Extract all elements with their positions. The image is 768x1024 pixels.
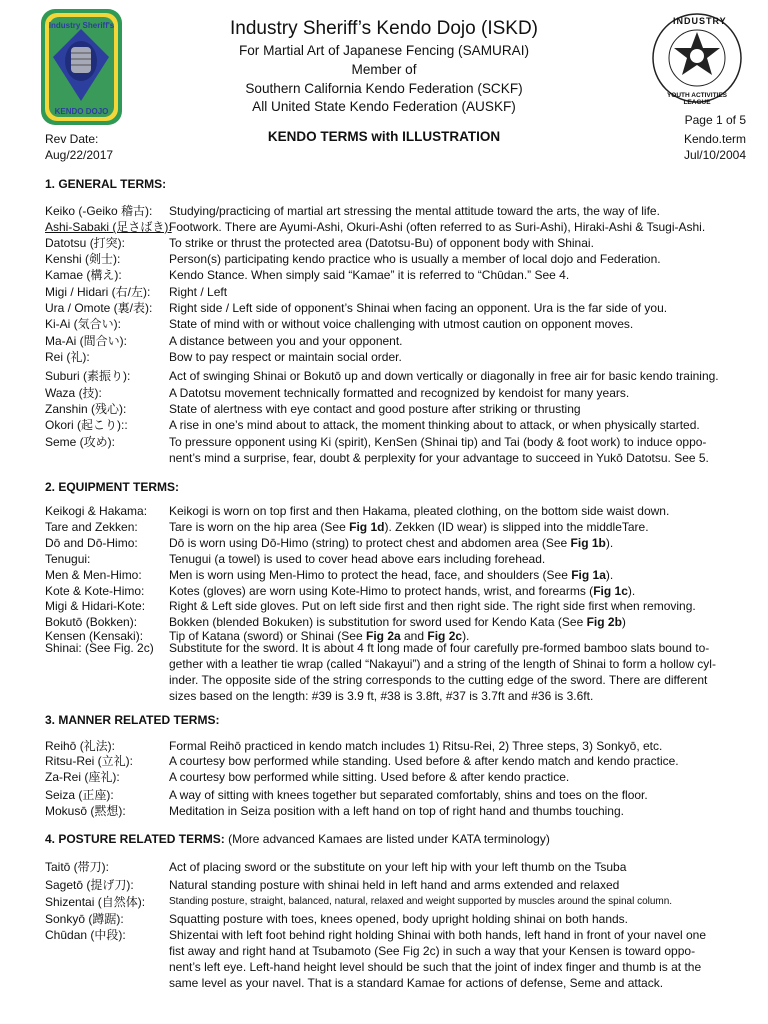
- term-name: Za-Rei (座礼):: [45, 770, 120, 784]
- term-name: Migi & Hidari-Kote:: [45, 599, 146, 613]
- term-definition: Act of swinging Shinai or Bokutō up and down vertically or diagonally in free air for basic kendo training.: [169, 369, 719, 383]
- term-name: Men & Men-Himo:: [45, 568, 142, 582]
- term-definition: Squatting posture with toes, knees opened, body upright holding shinai on both hands.: [169, 912, 628, 926]
- term-definition: Standing posture, straight, balanced, natural, relaxed and weight supported by muscles around the spinal column.: [169, 896, 673, 907]
- term-definition: Tip of Katana (sword) or Shinai (See Fig 2a and Fig 2c).: [169, 629, 470, 643]
- term-name: Kensen (Kensaki):: [45, 629, 144, 643]
- term-definition: Right / Left: [169, 285, 228, 299]
- doc-date: Jul/10/2004: [683, 148, 746, 162]
- term-definition: Meditation in Seiza position with a left hand on top of right hand and thumbs touching.: [169, 804, 624, 818]
- term-name: Sagetō (提げ刀):: [45, 878, 134, 892]
- term-name: Okori (起こり)::: [45, 418, 128, 432]
- term-definition: Person(s) participating kendo practice who is usually a member of local dojo and Federation.: [169, 252, 661, 266]
- term-name: Ura / Omote (裏/表):: [45, 301, 153, 315]
- subtitle-line-4: All United State Kendo Federation (AUSKF): [252, 99, 516, 114]
- term-name: Zanshin (残心):: [45, 402, 127, 416]
- term-name: Ki-Ai (気合い):: [45, 317, 121, 331]
- term-definition: Kotes (gloves) are worn using Kote-Himo to protect hands, wrist, and forearms (Fig 1c).: [169, 584, 636, 598]
- term-name: Dō and Dō-Himo:: [45, 536, 138, 550]
- term-definition: To strike or thrust the protected area (Datotsu-Bu) of opponent body with Shinai.: [169, 236, 594, 250]
- term-name: Suburi (素振り):: [45, 369, 131, 383]
- term-name: Waza (技):: [45, 386, 102, 400]
- term-name: Keiko (-Geiko 稽古):: [45, 204, 153, 218]
- term-name: Taitō (帯刀):: [45, 860, 110, 874]
- term-name: Rei (礼):: [45, 350, 90, 364]
- subtitle-line-1: For Martial Art of Japanese Fencing (SAMURAI): [238, 43, 530, 58]
- term-definition: Shizentai with left foot behind right holding Shinai with both hands, left hand in front of your navel one fist away and right hand at Tsubamoto (See Fig 2c) in such a way that your Kensen is toward oppo- nent’s left eye. Left-hand height level should be such that the joint of index finger and thumb is at the same level as your navel. That is a standard Kamae for actions of defense, Seme and attack.: [169, 928, 707, 990]
- term-definition: Kendo Stance. When simply said “Kamae” it is referred to “Chūdan.” See 4.: [169, 268, 570, 282]
- section-heading-general: 1. GENERAL TERMS:: [45, 177, 167, 191]
- term-name: Seiza (正座):: [45, 788, 114, 802]
- term-definition: A courtesy bow performed while sitting. Used before & after kendo practice.: [169, 770, 570, 784]
- term-name: Shinai: (See Fig. 2c): [45, 641, 154, 655]
- term-name: Datotsu (打突):: [45, 236, 126, 250]
- term-name: Chūdan (中段):: [45, 928, 126, 942]
- term-definition: Studying/practicing of martial art stressing the mental attitude toward the arts, the way of life.: [169, 204, 660, 218]
- term-definition: Tenugui (a towel) is used to cover head above ears including forehead.: [169, 552, 546, 566]
- term-definition: State of mind with or without voice challenging with utmost caution on opponent moves.: [169, 317, 634, 331]
- term-name: Tenugui:: [45, 552, 91, 566]
- term-definition: A courtesy bow performed while standing. Used before & after kendo match and kendo practice.: [169, 754, 679, 768]
- term-name: Shizentai (自然体):: [45, 895, 146, 909]
- seal-bottom-text: YOUTH ACTIVITIES LEAGUE: [666, 92, 728, 106]
- term-name: Keikogi & Hakama:: [45, 504, 148, 518]
- term-definition: Men is worn using Men-Himo to protect the head, face, and shoulders (See Fig 1a).: [169, 568, 614, 582]
- term-definition: Tare is worn on the hip area (See Fig 1d). Zekken (ID wear) is slipped into the middleTare.: [169, 520, 649, 534]
- term-definition: Bokken (blended Bokuken) is substitution for sword used for Kendo Kata (See Fig 2b): [169, 615, 626, 629]
- term-definition: A Datotsu movement technically formatted and recognized by kendoist for many years.: [169, 386, 630, 400]
- term-name: Ma-Ai (間合い):: [45, 334, 127, 348]
- term-definition: Formal Reihō practiced in kendo match includes 1) Ritsu-Rei, 2) Three steps, 3) Sonkyō, etc.: [169, 739, 663, 753]
- term-definition: A distance between you and your opponent.: [169, 334, 403, 348]
- term-name: Seme (攻め):: [45, 435, 116, 449]
- doc-id: Kendo.term: [683, 132, 746, 146]
- term-name: Kenshi (剣士):: [45, 252, 121, 266]
- term-name: Mokusō (黙想):: [45, 804, 126, 818]
- doc-heading: KENDO TERMS with ILLUSTRATION: [267, 129, 501, 144]
- section-heading-manner: 3. MANNER RELATED TERMS:: [45, 713, 220, 727]
- term-definition: Keikogi is worn on top first and then Hakama, pleated clothing, on the bottom side waist down.: [169, 504, 670, 518]
- logo-bottom-text: KENDO DOJO: [54, 107, 109, 116]
- term-definition: Act of placing sword or the substitute on your left hip with your left thumb on the Tsuba: [169, 860, 627, 874]
- term-name: Ashi-Sabaki (足さばき):: [45, 220, 172, 234]
- posture-heading-note: (More advanced Kamaes are listed under KATA terminology): [224, 832, 550, 846]
- term-name: Migi / Hidari (右/左):: [45, 285, 151, 299]
- term-definition: Bow to pay respect or maintain social order.: [169, 350, 402, 364]
- subtitle-line-3: Southern California Kendo Federation (SCKF): [245, 81, 523, 96]
- term-definition: A rise in one’s mind about to attack, the moment thinking about to attack, or when physically started.: [169, 418, 700, 432]
- posture-heading-text: 4. POSTURE RELATED TERMS:: [45, 832, 225, 846]
- term-name: Kamae (構え):: [45, 268, 122, 282]
- term-definition: Natural standing posture with shinai held in left hand and arms extended and relaxed: [169, 878, 620, 892]
- term-definition: Substitute for the sword. It is about 4 ft long made of four carefully pre-formed bamboo slats bound to- gether with a leather tie wrap (called “Nakayui”) and a string of the length of Shinai to form a hollow cyl- inder. The opposite side of the string corresponds to the cutting edge of the sword. There are different sizes based on the length: #39 is 3.9 ft, #38 is 3.8ft, #37 is 3.7ft and #36 is 3.6ft.: [169, 641, 716, 703]
- term-name: Ritsu-Rei (立礼):: [45, 754, 134, 768]
- term-definition: State of alertness with eye contact and good posture after striking or thrusting: [169, 402, 581, 416]
- term-definition: Right & Left side gloves. Put on left side first and then right side. The right side first when removing.: [169, 599, 696, 613]
- term-name: Kote & Kote-Himo:: [45, 584, 145, 598]
- term-name: Reihō (礼法):: [45, 739, 116, 753]
- rev-date: Aug/22/2017: [45, 148, 114, 162]
- term-definition: Dō is worn using Dō-Himo (string) to protect chest and abdomen area (See Fig 1b).: [169, 536, 614, 550]
- term-name: Tare and Zekken:: [45, 520, 138, 534]
- term-name: Bokutō (Bokken):: [45, 615, 138, 629]
- term-definition: Footwork. There are Ayumi-Ashi, Okuri-Ashi (often referred to as Suri-Ashi), Hiraki-Ashi & Tsugi-Ashi.: [169, 220, 706, 234]
- term-definition: To pressure opponent using Ki (spirit), KenSen (Shinai tip) and Tai (body & foot work) to induce oppo- nent’s mind a surprise, fear, doubt & perplexity for your advantage to succeed in Yukō Datotsu. See 5.: [169, 435, 709, 465]
- section-heading-posture: [45, 832, 550, 846]
- term-definition: A way of sitting with knees together but separated comfortably, shins and toes on the floor.: [169, 788, 648, 802]
- logo-top-text: Industry Sheriff's: [48, 21, 115, 30]
- document-title: Industry Sheriff’s Kendo Dojo (ISKD): [229, 18, 538, 39]
- term-definition: Right side / Left side of opponent’s Shinai when facing an opponent. Ura is the far side of you.: [169, 301, 668, 315]
- page-number: Page 1 of 5: [684, 113, 746, 127]
- section-heading-equipment: 2. EQUIPMENT TERMS:: [45, 480, 180, 494]
- rev-label: Rev Date:: [45, 132, 99, 146]
- term-name: Sonkyō (蹲踞):: [45, 912, 124, 926]
- seal-top-text: INDUSTRY: [673, 16, 727, 26]
- subtitle-line-2: Member of: [351, 62, 417, 77]
